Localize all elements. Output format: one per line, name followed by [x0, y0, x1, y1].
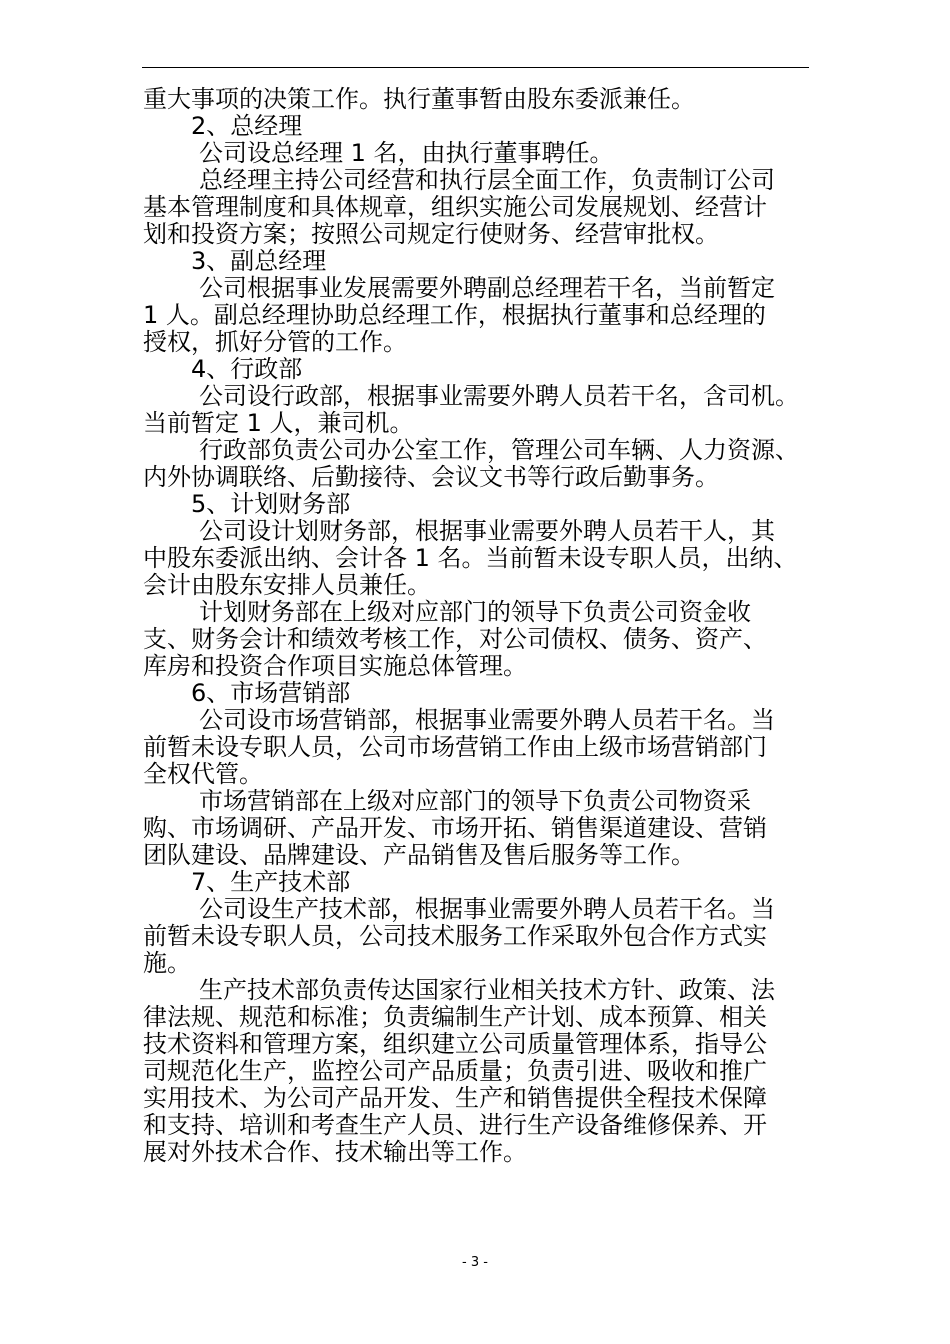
section-heading-line: 7、生产技术部: [191, 868, 351, 896]
text-line: 内外协调联络、后勤接待、会议文书等行政后勤事务。: [143, 463, 719, 491]
document-body: [143, 86, 809, 1166]
section-heading-line: 5、计划财务部: [191, 490, 351, 518]
section-heading-line: 3、副总经理: [191, 247, 327, 275]
text-line: 库房和投资合作项目实施总体管理。: [143, 652, 527, 680]
text-line: 行政部负责公司办公室工作，管理公司车辆、人力资源、: [199, 436, 799, 464]
text-line: 实用技术、为公司产品开发、生产和销售提供全程技术保障: [143, 1084, 767, 1112]
text-line: 划和投资方案；按照公司规定行使财务、经营审批权。: [143, 220, 719, 248]
text-line: 前暂未设专职人员，公司市场营销工作由上级市场营销部门: [143, 733, 767, 761]
text-line: 计划财务部在上级对应部门的领导下负责公司资金收: [199, 598, 751, 626]
page-number: - 3 -: [462, 1255, 488, 1270]
text-line: 生产技术部负责传达国家行业相关技术方针、政策、法: [199, 976, 775, 1004]
text-line: 施。: [143, 949, 191, 977]
text-line: 公司根据事业发展需要外聘副总经理若干名，当前暂定: [199, 274, 775, 302]
text-line: 支、财务会计和绩效考核工作，对公司债权、债务、资产、: [143, 625, 767, 653]
text-line: 公司设计划财务部，根据事业需要外聘人员若干人，其: [199, 517, 775, 545]
text-line: 司规范化生产，监控公司产品质量；负责引进、吸收和推广: [143, 1057, 767, 1085]
text-line: 公司设生产技术部，根据事业需要外聘人员若干名。当: [199, 895, 775, 923]
text-line: 公司设市场营销部，根据事业需要外聘人员若干名。当: [199, 706, 775, 734]
text-line: 公司设行政部，根据事业需要外聘人员若干名，含司机。: [199, 382, 799, 410]
text-line: 团队建设、品牌建设、产品销售及售后服务等工作。: [143, 841, 695, 869]
section-heading-line: 6、市场营销部: [191, 679, 351, 707]
text-line: 中股东委派出纳、会计各 1 名。当前暂未设专职人员，出纳、: [143, 544, 798, 572]
text-line: 当前暂定 1 人，兼司机。: [143, 409, 414, 437]
section-heading-line: 2、总经理: [191, 112, 303, 140]
text-line: 重大事项的决策工作。执行董事暂由股东委派兼任。: [143, 85, 695, 113]
text-line: 总经理主持公司经营和执行层全面工作，负责制订公司: [199, 166, 775, 194]
text-line: 和支持、培训和考查生产人员、进行生产设备维修保养、开: [143, 1111, 767, 1139]
text-line: 基本管理制度和具体规章，组织实施公司发展规划、经营计: [143, 193, 767, 221]
text-line: 律法规、规范和标准；负责编制生产计划、成本预算、相关: [143, 1003, 767, 1031]
section-heading-line: 4、行政部: [191, 355, 303, 383]
text-line: 1 人。副总经理协助总经理工作，根据执行董事和总经理的: [143, 301, 766, 329]
text-line: 技术资料和管理方案，组织建立公司质量管理体系，指导公: [143, 1030, 767, 1058]
header-rule: [142, 67, 809, 68]
text-line: 授权，抓好分管的工作。: [143, 328, 407, 356]
text-line: 公司设总经理 1 名，由执行董事聘任。: [199, 139, 614, 167]
text-line: 市场营销部在上级对应部门的领导下负责公司物资采: [199, 787, 751, 815]
text-line: 会计由股东安排人员兼任。: [143, 571, 431, 599]
text-line: 展对外技术合作、技术输出等工作。: [143, 1138, 527, 1166]
text-line: 全权代管。: [143, 760, 263, 788]
text-line: 前暂未设专职人员，公司技术服务工作采取外包合作方式实: [143, 922, 767, 950]
text-line: 购、市场调研、产品开发、市场开拓、销售渠道建设、营销: [143, 814, 767, 842]
